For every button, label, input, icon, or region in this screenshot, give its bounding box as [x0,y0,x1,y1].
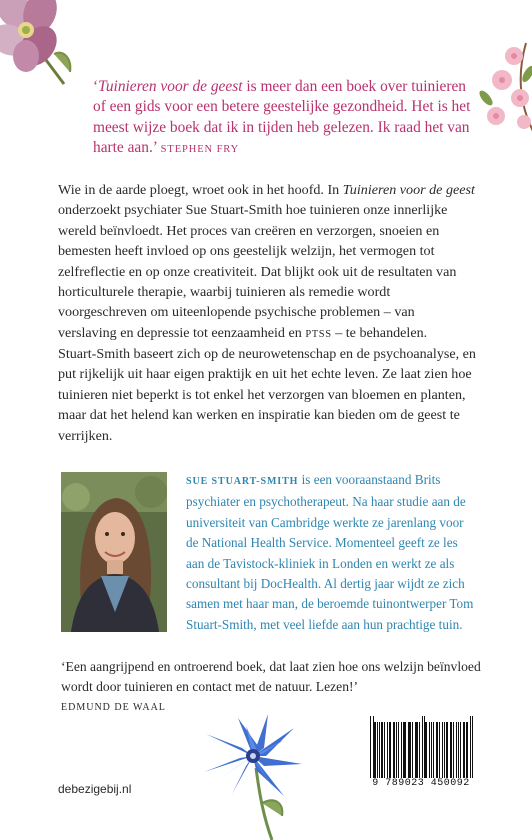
barcode-bar [401,722,402,778]
barcode-bar [450,722,451,778]
barcode-bar [458,722,459,778]
barcode-bar [370,716,371,778]
barcode-bar [442,722,443,778]
author-bio-text: is een vooraanstaand Brits psychiater en psychotherapeut. Na haar studie aan de universiteit van Cambridge werkte ze jarenlang voor de National Health Service. Momenteel geeft ze les aan de Tavistock-kliniek in Londen en werkt ze als consultant bij DocHealth. Al dertig jaar wijdt ze zich samen met haar man, de beroemde tuinontwerper Tom Stuart-Smith, met veel liefde aan hun prachtige tuin. [186,472,474,632]
book-title-italic: Tuinieren voor de geest [342,182,475,198]
barcode-bar [377,722,378,778]
barcode-bar [424,716,425,778]
barcode-bar [433,722,434,778]
barcode-bar [384,722,385,778]
author-bio [186,470,478,635]
barcode-bar [466,722,467,778]
endorsement-quote-top [93,77,473,161]
cornflower-icon [198,708,308,840]
isbn-number: 9 789023 450092 [372,778,470,789]
barcode-bar [453,722,454,778]
author-name: SUE STUART-SMITH [186,476,299,487]
barcode-bar [398,722,399,778]
barcode-bar [415,722,416,778]
quote-attribution: STEPHEN FRY [160,144,240,156]
ptss-abbreviation: PTSS [305,328,332,340]
barcode-bar [456,722,457,778]
blurb-paragraph-2: Stuart-Smith baseert zich op de neurowetenschap en de psychoanalyse, en put rijkelijk uit haar eigen praktijk en uit het echte leven. Ze laat zien hoe tuinieren niet beperkt is tot enkel het verzorgen van bloemen en planten, maar dat het helend kan werken en inspiratie kan bieden om de geest te verrijken. [58,346,476,444]
quote-text: ‘Een aangrijpend en ontroerend boek, dat laat zien hoe ons welzijn beïnvloed wordt door tuinieren en contact met de natuur. Lezen!’ [61,659,481,694]
barcode-bar [425,722,427,778]
barcode-bar [374,722,375,778]
barcode-bar [419,722,420,778]
quote-attribution: EDMUND DE WAAL [61,701,166,713]
barcode-bar [439,722,440,778]
quote-text: is meer dan een boek over tuinieren of een gids voor een betere geestelijke gezondheid. Het is het meest wijze boek dat ik in tijden heb gelezen. Ik raad het van harte aan.’ [93,78,471,157]
barcode-bar [467,722,468,778]
barcode-bar [404,722,405,778]
quote-open-mark: ‘ [93,78,99,95]
book-title-italic: Tuinieren voor de geest [98,78,243,95]
barcode-bar [403,722,404,778]
paragraph-text: – te behandelen. [331,324,428,341]
barcode-bar [444,722,445,778]
barcode-bar [373,716,374,778]
barcode-bar [393,722,395,778]
barcode-icon [370,716,474,778]
barcode-bar [389,722,390,778]
barcode-bar [429,722,430,778]
barcode-bar [408,722,409,778]
barcode-bar [451,722,452,778]
barcode-bar [381,722,383,778]
isbn-barcode [362,712,480,794]
blossom-branch-icon [476,38,532,138]
barcode-bar [436,722,437,778]
barcode-bar [409,722,411,778]
paragraph-text: Wie in de aarde ploegt, wroet ook in het hoofd. In [58,182,343,198]
barcode-bar [446,722,448,778]
barcode-bar [431,722,432,778]
barcode-bar [396,722,397,778]
publisher-url: debezigebij.nl [58,782,132,796]
barcode-bar [470,716,471,778]
barcode-bar [460,722,462,778]
author-photo [61,472,167,632]
barcode-bar [416,722,417,778]
barcode-bar [463,722,464,778]
barcode-bar [437,722,438,778]
blurb-paragraph-1 [58,180,476,345]
barcode-bar [472,716,473,778]
barcode-bar [387,722,388,778]
barcode-bar [422,716,423,778]
barcode-bar [390,722,391,778]
hellebore-flower-icon [0,0,74,89]
barcode-bar [412,722,413,778]
paragraph-text: onderzoekt psychiater Sue Stuart-Smith hoe tuinieren onze innerlijke wereld beïnvloedt. Het proces van creëren en verzorgen, snoeien en bemesten heeft invloed op ons geestelijk welzijn, het vermogen tot zelfreflectie en op onze creativiteit. Dat blijkt ook uit de resultaten van horticulturele therapie, waarbij tuinieren als remedie wordt voorgeschreven om uiteenlopende psychische problemen – van verslaving en depressie tot eenzaamheid en [58,202,457,341]
barcode-bar [379,722,380,778]
